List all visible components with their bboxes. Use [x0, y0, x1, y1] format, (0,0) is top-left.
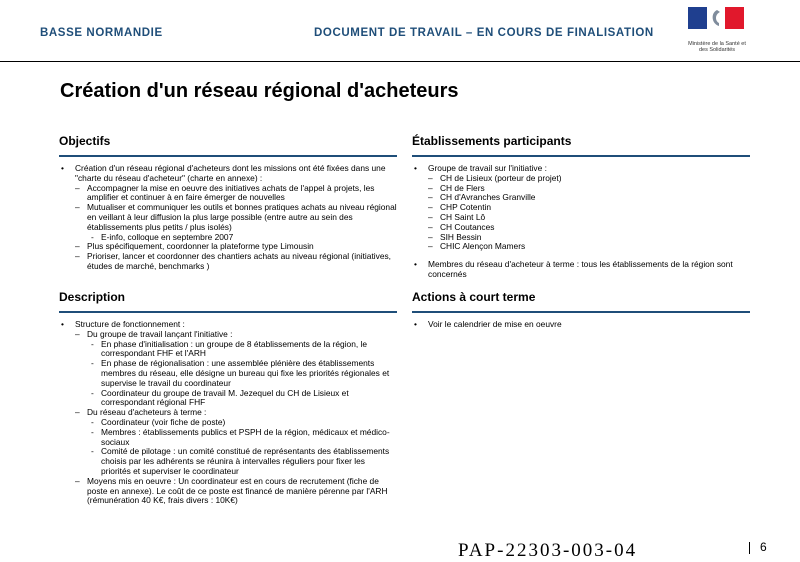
objectifs-section: [59, 134, 397, 272]
list-item: – Du groupe de travail lançant l'initiative :: [59, 330, 397, 340]
document-status-label: DOCUMENT DE TRAVAIL – EN COURS DE FINALISATION: [314, 27, 654, 39]
logo-caption: Ministère de la Santé et des Solidarités: [688, 41, 746, 53]
list-item: • Création d'un réseau régional d'acheteurs dont les missions ont été fixées dans une "charte du réseau d'acheteur" (charte en annexe) :: [59, 164, 397, 184]
list-item: • Structure de fonctionnement :: [59, 320, 397, 330]
actions-section: [412, 290, 750, 330]
page-header: [0, 0, 800, 62]
list-item: – CH Saint Lô: [412, 213, 750, 223]
list-item: – Moyens mis en oeuvre : Un coordinateur est en cours de recrutement (fiche de poste en annexe). Le coût de ce poste est financé de manière pérenne par l'ARH (rémunération 40 K€, frais divers : 10K€): [59, 477, 397, 506]
list-item: – CHP Cotentin: [412, 203, 750, 213]
list-item: – Prioriser, lancer et coordonner des chantiers achats au niveau régional (initiatives, études de marché, benchmarks ): [59, 252, 397, 272]
list-item: – CHIC Alençon Mamers: [412, 242, 750, 252]
list-item: - En phase de régionalisation : une assemblée plénière des établissements membres du réseau, elle désigne un bureau qui fixe les priorités régionales et supervise le travail du coordinateur: [59, 359, 397, 388]
etablissements-section: [412, 134, 750, 280]
list-item: – CH d'Avranches Granville: [412, 193, 750, 203]
list-item: • Groupe de travail sur l'initiative :: [412, 164, 750, 174]
list-item: – CH de Lisieux (porteur de projet): [412, 174, 750, 184]
list-item: – Du réseau d'acheteurs à terme :: [59, 408, 397, 418]
objectifs-heading: Objectifs: [59, 134, 397, 157]
list-item: - Membres : établissements publics et PSPH de la région, médicaux et médico-sociaux: [59, 428, 397, 448]
list-item: - Coordinateur du groupe de travail M. Jezequel du CH de Lisieux et correspondant régional FHF: [59, 389, 397, 409]
list-item: – Plus spécifiquement, coordonner la plateforme type Limousin: [59, 242, 397, 252]
header-rule: [0, 61, 800, 62]
description-list: [59, 320, 397, 506]
list-item: • Membres du réseau d'acheteur à terme : tous les établissements de la région sont concernés: [412, 260, 750, 280]
list-item: - Coordinateur (voir fiche de poste): [59, 418, 397, 428]
footer-divider: [749, 542, 750, 554]
french-flag-icon: [688, 7, 744, 29]
etablissements-heading: Établissements participants: [412, 134, 750, 157]
description-heading: Description: [59, 290, 397, 313]
objectifs-list: [59, 164, 397, 272]
description-section: [59, 290, 397, 506]
ministry-logo: [688, 7, 746, 57]
list-item: – Accompagner la mise en oeuvre des initiatives achats de l'appel à projets, les amplifier et continuer à en faire émerger de nouvelles: [59, 184, 397, 204]
page-title: Création d'un réseau régional d'acheteurs: [60, 80, 459, 102]
list-item: - E-info, colloque en septembre 2007: [59, 233, 397, 243]
actions-list: [412, 320, 750, 330]
list-item: – SIH Bessin: [412, 233, 750, 243]
list-item: - En phase d'initialisation : un groupe de 8 établissements de la région, le correspondant FHF et l'ARH: [59, 340, 397, 360]
region-label: BASSE NORMANDIE: [40, 27, 163, 39]
document-reference: PAP-22303-003-04: [458, 540, 638, 561]
list-item: – Mutualiser et communiquer les outils et bonnes pratiques achats au niveau régional en veillant à leur diffusion la plus large possible (entre autre au sein des établissements plus petits / plus isolés): [59, 203, 397, 232]
list-item: – CH de Flers: [412, 184, 750, 194]
list-item: - Comité de pilotage : un comité constitué de représentants des établissements choisis par les adhérents se réunira à intervalles réguliers pour fixer les priorités et superviser le coordinateur: [59, 447, 397, 476]
list-item: – CH Coutances: [412, 223, 750, 233]
actions-heading: Actions à court terme: [412, 290, 750, 313]
page-number: 6: [760, 540, 767, 554]
list-item: • Voir le calendrier de mise en oeuvre: [412, 320, 750, 330]
etablissements-list: [412, 164, 750, 280]
